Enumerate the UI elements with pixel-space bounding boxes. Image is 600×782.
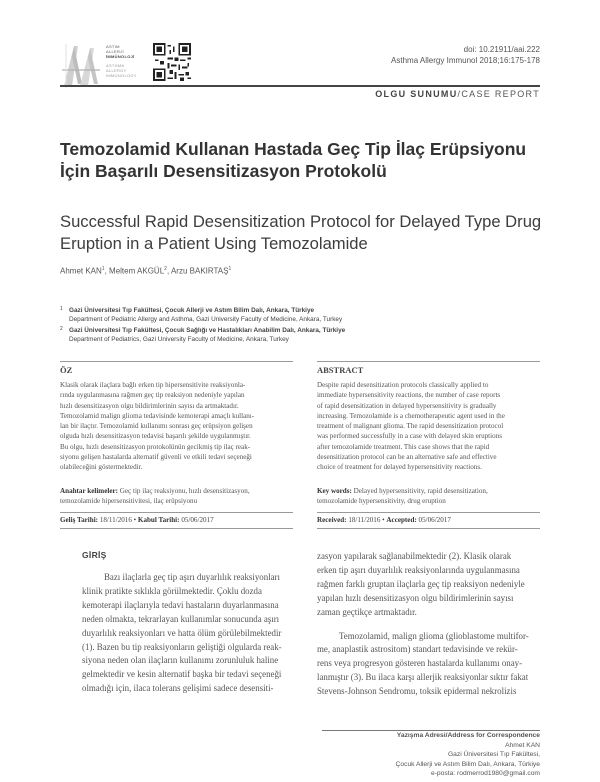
qr-code-icon bbox=[153, 43, 191, 81]
dates-tr: Geliş Tarihi: 18/11/2016 • Kabul Tarihi: 05/06/2017 bbox=[60, 516, 214, 524]
affiliation bbox=[60, 306, 530, 324]
journal-line: ASTIM bbox=[106, 44, 120, 49]
body-line: lanmıştır (3). Bu ilaca karşı allerjik reaksiyonlar sıktır fakat bbox=[317, 672, 529, 683]
correspondence-address: Çocuk Allerji ve Astım Bilim Dalı, Ankara, Türkiye bbox=[395, 760, 540, 768]
abstract-tr-top-rule bbox=[60, 361, 293, 362]
article-type-separator: / bbox=[457, 89, 462, 99]
keywords-en-value: Delayed hypersensitivity, rapid desensitization, bbox=[353, 487, 488, 495]
abstract-en-heading: ABSTRACT bbox=[317, 365, 364, 375]
correspondence-heading: Yazışma Adresi/Address for Correspondence bbox=[396, 732, 540, 739]
dates-tr-rule bbox=[60, 528, 293, 529]
journal-logo bbox=[60, 40, 102, 90]
title-english bbox=[60, 211, 550, 254]
abstract-line: Klasik olarak ilaçlara bağlı erken tip hipersensitivite reaksiyonla- bbox=[60, 381, 246, 389]
author-affiliation-mark: 1 bbox=[101, 266, 105, 272]
abstract-line: immediate hypersensitivity reactions, the number of case reports bbox=[317, 391, 501, 400]
correspondence-email[interactable]: e-posta: rodmerrod1980@gmail.com bbox=[430, 770, 540, 777]
body-line: (1). Bazen bu tip reaksiyonların geliştiği olgularda reak- bbox=[82, 641, 282, 652]
body-line: rağmen farklı gruptan ilaçlarla geç tip reaksiyon nedeniyle bbox=[317, 578, 525, 589]
title-line: Successful Rapid Desensitization Protocol for Delayed Type Drug bbox=[60, 212, 542, 231]
body-line: rens veya progresyon gösteren hastalarda kullanımı onay- bbox=[317, 658, 523, 669]
article-type bbox=[375, 89, 540, 99]
title-line: İçin Başarılı Desensitizasyon Protokolü bbox=[60, 160, 387, 181]
section-heading-introduction: GİRİŞ bbox=[82, 550, 107, 560]
received-en-label: Received: bbox=[317, 516, 347, 524]
abstract-tr-heading: ÖZ bbox=[60, 365, 73, 375]
correspondence-address: Gazi Üniversitesi Tıp Fakültesi, bbox=[447, 751, 540, 758]
affiliation-number: 1 bbox=[60, 306, 63, 312]
body-line: Stevens-Johnson Sendromu, toksik epidermal nekrolizis bbox=[317, 686, 517, 697]
journal-line-en: ASTHMA bbox=[106, 62, 125, 68]
keywords-en-label: Key words: bbox=[317, 487, 352, 495]
keywords-tr-value: temozolamide hipersensitivitesi, ilaç erüpsiyonu bbox=[60, 497, 198, 506]
header-divider bbox=[60, 85, 540, 87]
author-affiliation-mark: 2 bbox=[164, 266, 167, 272]
article-type-en: CASE REPORT bbox=[461, 89, 540, 99]
affiliation-tr: Gazi Üniversitesi Tıp Fakültesi, Çocuk Allerji ve Astım Bilim Dalı, Ankara, Türkiye bbox=[69, 307, 315, 314]
abstract-line: hızlı desensitizasyon olgu bildirimlerinin sayısı da artmaktadır. bbox=[60, 401, 239, 410]
abstract-line: after temozolamide treatment. This case shows that the rapid bbox=[317, 442, 490, 451]
correspondence-block bbox=[260, 731, 540, 779]
keywords-tr-label: Anahtar kelimeler: bbox=[60, 487, 118, 495]
journal-name bbox=[106, 44, 154, 78]
article-type-tr: OLGU SUNUMU bbox=[375, 89, 458, 99]
keywords-en bbox=[317, 486, 540, 507]
dates-en: Received: 18/11/2016 • Accepted: 05/06/2017 bbox=[317, 516, 451, 524]
accepted-tr-date: 05/06/2017 bbox=[181, 516, 214, 524]
body-line: gelmektedir ve kesin alternatif başka bir tedavi seçeneği bbox=[82, 669, 282, 680]
author-affiliation-mark: 1 bbox=[228, 266, 232, 272]
body-line: Bazı ilaçlarla geç tip aşırı duyarlılık reaksiyonları bbox=[104, 572, 280, 582]
title-turkish bbox=[60, 139, 550, 182]
body-line: erken tip aşırı duyarlılık reaksiyonlarında uygulanmasına bbox=[317, 564, 520, 575]
journal-line: İMMÜNOLOJİ bbox=[106, 54, 135, 60]
abstract-en-top-rule bbox=[317, 361, 540, 362]
abstract-line: lan bir ilaçtır. Temozolamid kullanımı sonrası geç erüpsiyon gelişen bbox=[60, 422, 253, 431]
abstract-tr-bottom-rule bbox=[60, 512, 293, 513]
affiliation bbox=[60, 326, 530, 344]
affiliation-number: 2 bbox=[60, 326, 63, 332]
title-line: Temozolamid Kullanan Hastada Geç Tip İlaç Erüpsiyonu bbox=[60, 139, 527, 159]
body-line: zaman geçtikçe artmaktadır. bbox=[317, 606, 417, 617]
journal-citation: Asthma Allergy Immunol 2018;16:175-178 bbox=[391, 56, 540, 65]
body-text-left bbox=[82, 571, 300, 696]
body-line: olmadığı için, ilaca tolerans gelişimi sadece desensiti- bbox=[82, 683, 274, 694]
journal-line-en: IMMUNOLOGY bbox=[106, 73, 137, 79]
abstract-line: siyonu gelişen hastalarda alternatif güvenli ve etkili tedavi seçeneği bbox=[60, 453, 252, 462]
author-list: Ahmet KAN$^1$, Meltem AKGÜL$^2$, Arzu BAKIRTAŞ$^1$ bbox=[60, 266, 232, 276]
abstract-en-bottom-rule bbox=[317, 512, 540, 513]
body-line: neden olmakta, tekrarlayan kullanımlar sonucunda aşırı bbox=[82, 613, 280, 624]
abstract-tr-text bbox=[60, 380, 293, 473]
body-line: zasyon yapılarak sağlanabilmektedir (2). Klasik olarak bbox=[317, 551, 512, 561]
journal-line-en: ALLERGY bbox=[106, 67, 127, 73]
doi: doi: 10.21911/aai.222 bbox=[463, 45, 540, 54]
correspondence-name: Ahmet KAN bbox=[505, 741, 540, 749]
accepted-en-label: Accepted: bbox=[386, 516, 417, 524]
title-line: Eruption in a Patient Using Temozolamide bbox=[60, 233, 368, 253]
abstract-line: Despite rapid desensitization protocols classically applied to bbox=[317, 381, 489, 389]
abstract-line: Temozolamid malign glioma tedavisinde kemoterapi amaçlı kullanı- bbox=[60, 411, 255, 420]
citation-block bbox=[290, 44, 540, 66]
abstract-line: Bu olgu, hızlı desensitizasyon protokolünün gecikmiş tip ilaç reak- bbox=[60, 442, 251, 451]
author-name: Arzu BAKIRTAŞ bbox=[170, 266, 229, 276]
author-name: Meltem AKGÜL bbox=[109, 266, 165, 276]
body-line: klinik pratikte sıklıkla görülmektedir. Çoklu dozda bbox=[82, 585, 262, 596]
keywords-tr bbox=[60, 486, 293, 507]
dates-en-rule bbox=[317, 528, 540, 529]
body-line: me, anaplastik astrositom) standart tedavisinde ve rekür- bbox=[317, 644, 518, 655]
received-en-date: 18/11/2016 bbox=[348, 516, 381, 524]
author-name: Ahmet KAN bbox=[60, 266, 102, 276]
affiliation-en: Department of Pediatrics, Gazi University Faculty of Medicine, Ankara, Turkey bbox=[69, 336, 289, 343]
abstract-line: rında uygulanmasına rağmen geç tip reaksiyon nedeniyle yapılan bbox=[60, 391, 245, 400]
keywords-en-value: temozolamide hypersensitivity, drug eruption bbox=[317, 497, 446, 506]
affiliation-en: Department of Pediatric Allergy and Asthma, Gazi University Faculty of Medicine, Ankara, Turkey bbox=[69, 316, 343, 323]
abstract-line: choice of treatment for delayed hypersensitivity reactions. bbox=[317, 463, 482, 472]
abstract-line: olguda hızlı desensitizasyon tedavisi başarılı şekilde uygulanmıştır. bbox=[60, 432, 251, 441]
abstract-line: treatment of malignant glioma. The rapid desensitization protocol bbox=[317, 422, 504, 431]
keywords-tr-value: Geç tip ilaç reaksiyonu, hızlı desensitizasyon, bbox=[119, 487, 250, 495]
journal-line: ALLERJİ bbox=[106, 49, 124, 55]
abstract-line: of rapid desensitization in delayed hypersensitivity is gradually bbox=[317, 401, 497, 410]
body-line: duyarlılık reaksiyonları ve hatta ölüm görülebilmektedir bbox=[82, 627, 282, 638]
accepted-en-date: 05/06/2017 bbox=[418, 516, 451, 524]
body-text-right bbox=[317, 550, 535, 699]
abstract-line: olabileceğini göstermektedir. bbox=[60, 463, 143, 472]
body-line: siyona neden olan ilaçların kullanımı zorunluluk haline bbox=[82, 655, 279, 666]
received-tr-date: 18/11/2016 bbox=[99, 516, 132, 524]
abstract-line: was performed successfully in a case with delayed skin eruptions bbox=[317, 432, 502, 441]
body-line: kemoterapi ilaçlarıyla tedavi hastaların duyarlanmasına bbox=[82, 599, 279, 610]
affiliation-tr: Gazi Üniversitesi Tıp Fakültesi, Çocuk Sağlığı ve Hastalıkları Anabilim Dalı, Ankara, Türkiye bbox=[69, 327, 346, 334]
received-tr-label: Geliş Tarihi: bbox=[60, 516, 99, 524]
abstract-line: desensitization protocol can be an alternative safe and effective bbox=[317, 453, 497, 462]
body-line: Temozolamid, malign glioma (glioblastome multifor- bbox=[339, 630, 529, 641]
abstract-en-text bbox=[317, 380, 540, 473]
accepted-tr-label: Kabul Tarihi: bbox=[137, 516, 180, 524]
abstract-line: increasing. Temozolamide is a chemotherapeutic agent used in the bbox=[317, 411, 505, 420]
body-line: yapılan hızlı desensitizasyon olgu bildirimlerinin sayısı bbox=[317, 592, 514, 603]
